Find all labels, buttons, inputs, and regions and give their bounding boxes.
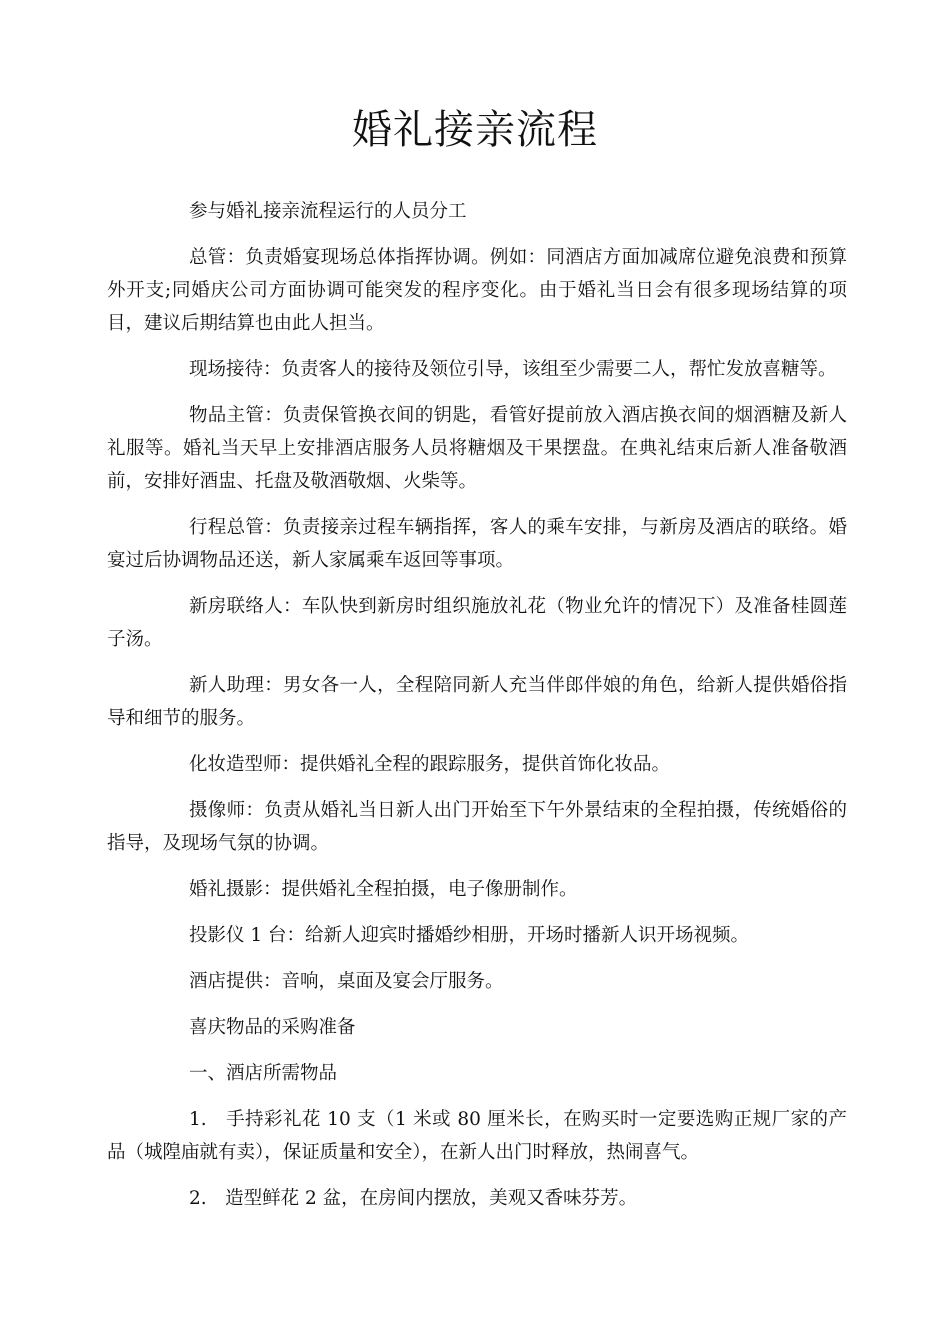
paragraph-itinerary-manager: 行程总管：负责接亲过程车辆指挥，客人的乘车安排，与新房及酒店的联络。婚宴过后协调物品还送，新人家属乘车返回等事项。 (107, 517, 847, 571)
paragraph-makeup-artist: 化妆造型师：提供婚礼全程的跟踪服务，提供首饰化妆品。 (189, 754, 671, 775)
paragraph-bridal-room-contact: 新房联络人：车队快到新房时组织施放礼花（物业允许的情况下）及准备桂圆莲子汤。 (107, 596, 847, 650)
paragraph-reception: 现场接待：负责客人的接待及领位引导，该组至少需要二人，帮忙发放喜糖等。 (189, 359, 837, 380)
list-item-2: 2. 造型鲜花 2 盆，在房间内摆放，美观又香味芬芳。 (189, 1188, 638, 1209)
paragraph-item-manager: 物品主管：负责保管换衣间的钥匙，看管好提前放入酒店换衣间的烟酒糖及新人礼服等。婚礼当天早上安排酒店服务人员将糖烟及干果摆盘。在典礼结束后新人准备敬酒前，安排好酒盅、托盘及敬酒敬烟、火柴等。 (107, 405, 847, 492)
section-heading-staff: 参与婚礼接亲流程运行的人员分工 (189, 201, 467, 222)
paragraph-hotel-provides: 酒店提供：音响，桌面及宴会厅服务。 (189, 971, 504, 992)
list-item-1: 1. 手持彩礼花 10 支（1 米或 80 厘米长，在购买时一定要选购正规厂家的产品（城隍庙就有卖），保证质量和安全），在新人出门时释放，热闹喜气。 (107, 1109, 847, 1163)
document-body (107, 195, 847, 1228)
section-heading-purchasing: 喜庆物品的采购准备 (189, 1017, 356, 1038)
paragraph-assistants: 新人助理：男女各一人，全程陪同新人充当伴郎伴娘的角色，给新人提供婚俗指导和细节的服务。 (107, 675, 847, 729)
paragraph-general-manager: 总管：负责婚宴现场总体指挥协调。例如：同酒店方面加减席位避免浪费和预算外开支;同婚庆公司方面协调可能突发的程序变化。由于婚礼当日会有很多现场结算的项目，建议后期结算也由此人担当。 (107, 247, 847, 334)
paragraph-photography: 婚礼摄影：提供婚礼全程拍摄，电子像册制作。 (189, 879, 578, 900)
paragraph-projector: 投影仪 1 台：给新人迎宾时播婚纱相册，开场时播新人识开场视频。 (189, 925, 750, 946)
subheading-hotel-items: 一、酒店所需物品 (189, 1063, 338, 1084)
document-title: 婚礼接亲流程 (352, 107, 598, 153)
paragraph-videographer: 摄像师：负责从婚礼当日新人出门开始至下午外景结束的全程拍摄，传统婚俗的指导，及现场气氛的协调。 (107, 800, 847, 854)
